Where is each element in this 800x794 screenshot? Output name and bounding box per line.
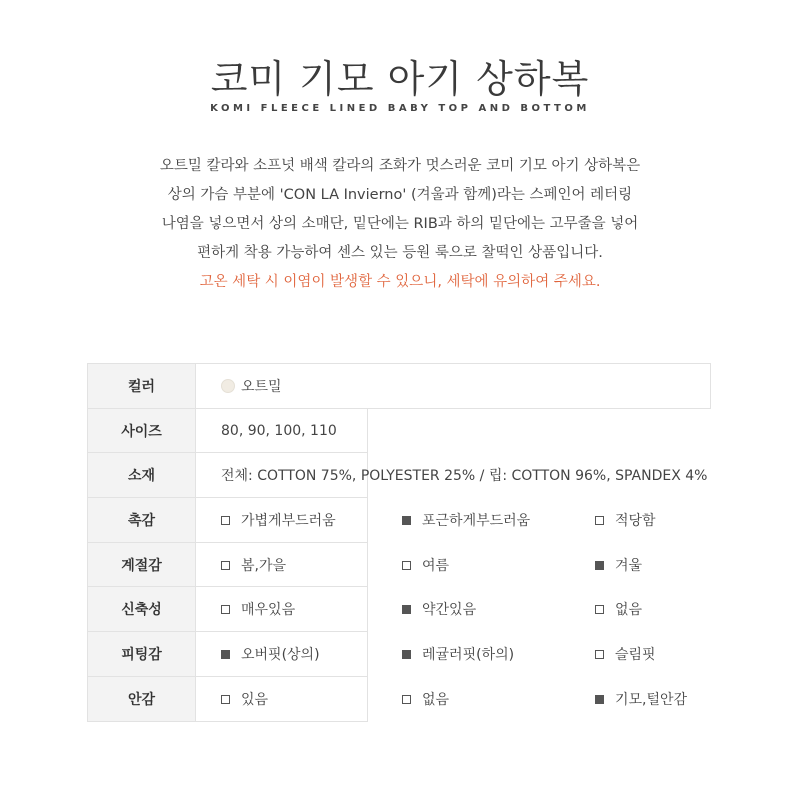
spec-value: 80, 90, 100, 110: [196, 408, 368, 453]
option-item: [595, 510, 656, 530]
color-name: 오트밀: [241, 378, 282, 395]
option-item: [221, 599, 402, 619]
checkbox-icon: [402, 605, 411, 614]
checkbox-icon: [221, 561, 230, 570]
spec-options: [196, 632, 656, 677]
option-label: 오버핏(상의): [241, 646, 320, 663]
option-label: 있음: [241, 691, 269, 708]
option-label: 봄,가을: [241, 557, 287, 574]
option-item: [221, 555, 402, 575]
spec-value: 전체: COTTON 75%, POLYESTER 25% / 립: COTTON 96%, SPANDEX 4%: [196, 453, 368, 498]
description-line: 상의 가슴 부분에 'CON LA Invierno' (겨울과 함께)라는 스페인어 레터링: [167, 187, 633, 203]
product-description: [0, 152, 800, 297]
spec-row-touch: [88, 498, 711, 543]
checkbox-icon: [595, 516, 604, 525]
checkbox-icon: [402, 516, 411, 525]
spec-label: 촉감: [88, 498, 196, 543]
spec-row-color: [88, 364, 711, 409]
option-item: [595, 599, 642, 619]
description-line: 나염을 넣으면서 상의 소매단, 밑단에는 RIB과 하의 밑단에는 고무줄을 넣어: [161, 216, 639, 232]
option-label: 약간있음: [422, 602, 477, 619]
checkbox-icon: [221, 650, 230, 659]
spec-row-fit: [88, 632, 711, 677]
option-item: [595, 644, 656, 664]
option-item: [595, 555, 642, 575]
spec-label: 소재: [88, 453, 196, 498]
checkbox-icon: [595, 650, 604, 659]
spec-table: [87, 363, 711, 722]
option-item: [221, 510, 402, 530]
description-line: 오트밀 칼라와 소프넛 배색 칼라의 조화가 멋스러운 코미 기모 아기 상하복은: [159, 158, 641, 174]
spec-row-lining: [88, 676, 711, 721]
option-label: 포근하게부드러움: [422, 512, 531, 529]
checkbox-icon: [595, 695, 604, 704]
product-title: 코미 기모 아기 상하복: [210, 57, 590, 101]
checkbox-icon: [402, 561, 411, 570]
spec-label: 신축성: [88, 587, 196, 632]
option-label: 겨울: [615, 557, 643, 574]
spec-label: 계절감: [88, 542, 196, 587]
spec-row-size: [88, 408, 711, 453]
option-label: 없음: [422, 691, 450, 708]
checkbox-icon: [221, 695, 230, 704]
option-label: 가볍게부드러움: [241, 512, 336, 529]
spec-row-season: [88, 542, 711, 587]
option-item: [402, 510, 595, 530]
option-label: 매우있음: [241, 602, 296, 619]
option-item: [402, 555, 595, 575]
spec-row-material: [88, 453, 711, 498]
spec-options: [196, 587, 643, 632]
checkbox-icon: [221, 605, 230, 614]
spec-label: 사이즈: [88, 408, 196, 453]
option-item: [595, 689, 687, 709]
checkbox-icon: [595, 605, 604, 614]
color-swatch: [221, 379, 235, 393]
spec-options: [196, 676, 688, 721]
description-line: 편하게 착용 가능하여 센스 있는 등원 룩으로 찰떡인 상품입니다.: [197, 245, 603, 261]
option-label: 기모,털안감: [615, 691, 688, 708]
option-label: 없음: [615, 602, 643, 619]
spec-options: [196, 498, 656, 543]
product-subtitle: KOMI FLEECE LINED BABY TOP AND BOTTOM: [210, 103, 590, 114]
spec-label: 안감: [88, 676, 196, 721]
option-label: 레귤러핏(하의): [422, 646, 515, 663]
option-item: [402, 644, 595, 664]
option-item: [221, 689, 402, 709]
option-item: [402, 599, 595, 619]
checkbox-icon: [402, 650, 411, 659]
washing-warning: 고온 세탁 시 이염이 발생할 수 있으니, 세탁에 유의하여 주세요.: [199, 274, 601, 290]
spec-row-stretch: [88, 587, 711, 632]
option-item: [221, 644, 402, 664]
spec-options: [196, 542, 643, 587]
checkbox-icon: [402, 695, 411, 704]
spec-value: [196, 364, 711, 409]
spec-label: 피팅감: [88, 632, 196, 677]
checkbox-icon: [595, 561, 604, 570]
option-label: 여름: [422, 557, 450, 574]
option-item: [402, 689, 595, 709]
option-label: 슬림핏: [615, 646, 656, 663]
spec-label: 컬러: [88, 364, 196, 409]
checkbox-icon: [221, 516, 230, 525]
option-label: 적당함: [615, 512, 656, 529]
